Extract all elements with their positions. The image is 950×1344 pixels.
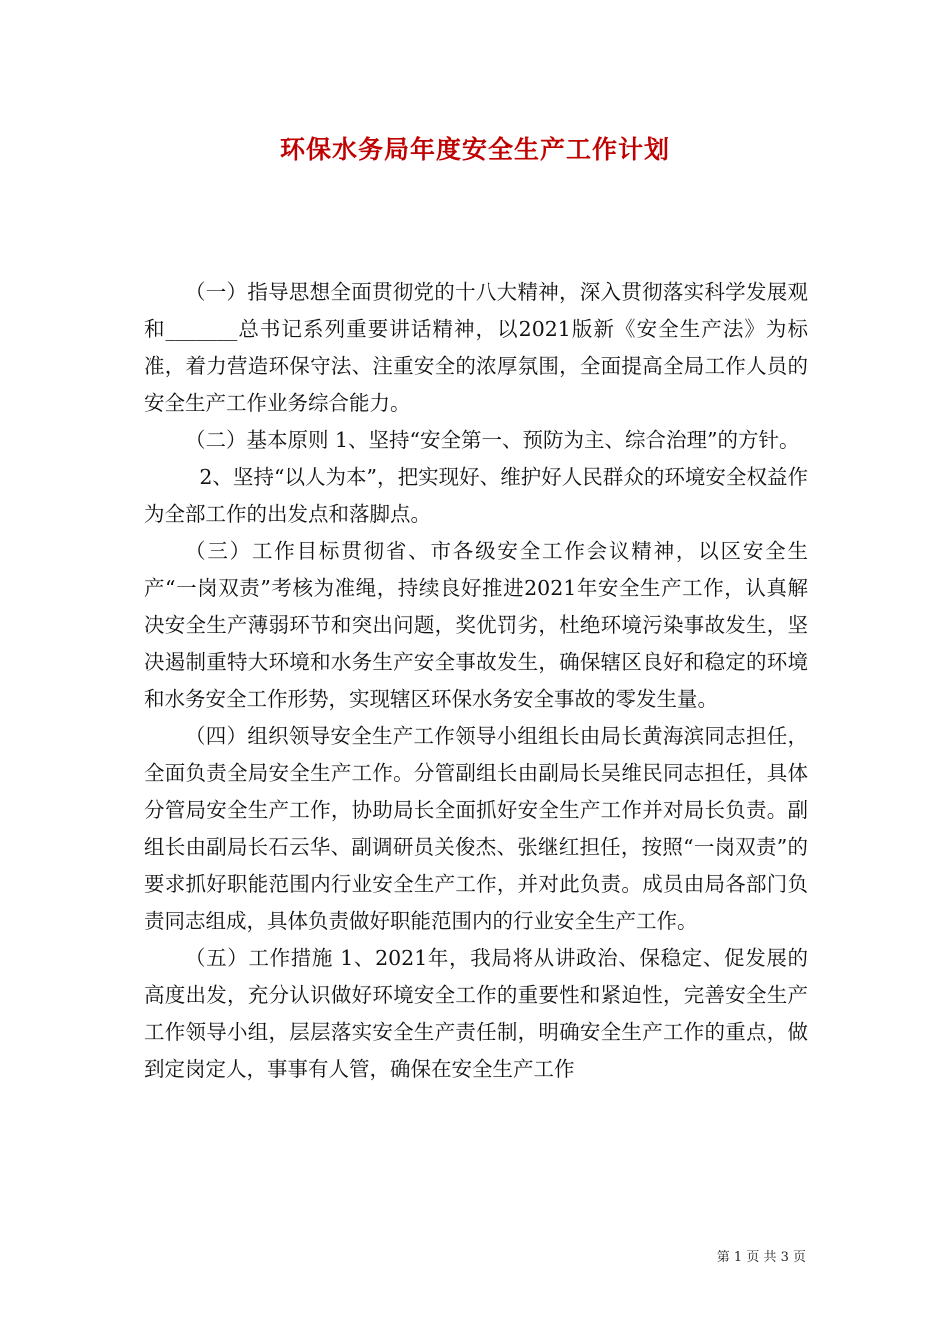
paragraph-work-goals: （三）工作目标贯彻省、市各级安全工作会议精神，以区安全生产“一岗双责”考核为准绳，持续良好推进2021年安全生产工作，认真解决安全生产薄弱环节和突出问题，奖优罚劣，杜绝环境污染事故发生，坚决遏制重特大环境和水务生产安全事故发生，确保辖区良好和稳定的环境和水务安全工作形势，实现辖区环保水务安全事故的零发生量。: [144, 539, 808, 711]
paragraph-organization: （四）组织领导安全生产工作领导小组组长由局长黄海滨同志担任，全面负责全局安全生产工作。分管副组长由副局长吴维民同志担任，具体分管局安全生产工作，协助局长全面抓好安全生产工作并对局长负责。副组长由副局长石云华、副调研员关俊杰、张继红担任，按照“一岗双责”的要求抓好职能范围内行业安全生产工作，并对此负责。成员由局各部门负责同志组成，具体负责做好职能范围内的行业安全生产工作。: [144, 724, 808, 933]
paragraph-guiding-ideology: （一）指导思想全面贯彻党的十八大精神，深入贯彻落实科学发展观和_______总书记系列重要讲话精神，以2021版新《安全生产法》为标准，着力营造环保守法、注重安全的浓厚氛围，全面提高全局工作人员的安全生产工作业务综合能力。: [144, 280, 808, 415]
document-body: [144, 274, 808, 1088]
paragraph-work-measures: （五）工作措施 1、2021年，我局将从讲政治、保稳定、促发展的高度出发，充分认识做好环境安全工作的重要性和紧迫性，完善安全生产工作领导小组，层层落实安全生产责任制，明确安全生产工作的重点，做到定岗定人，事事有人管，确保在安全生产工作: [144, 946, 808, 1081]
document-title: 环保水务局年度安全生产工作计划: [279, 135, 670, 164]
paragraph-basic-principles: （二）基本原则 1、坚持“安全第一、预防为主、综合治理”的方针。: [185, 428, 800, 452]
paragraph-people-oriented: 2、坚持“以人为本”，把实现好、维护好人民群众的环境安全权益作为全部工作的出发点和落脚点。: [144, 465, 808, 526]
page-number: 第 1 页 共 3 页: [716, 1250, 806, 1265]
